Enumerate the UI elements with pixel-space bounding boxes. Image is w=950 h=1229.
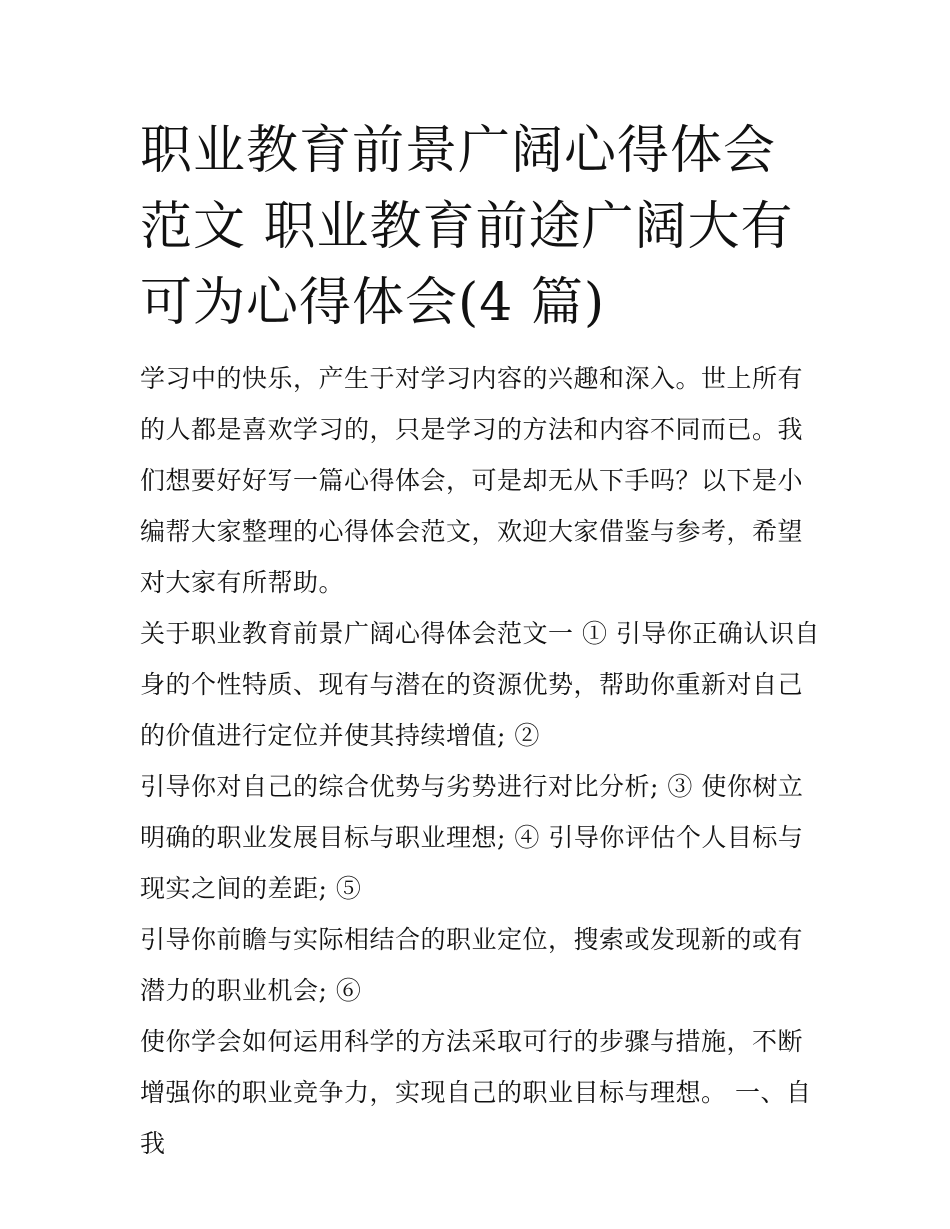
document-body	[140, 353, 820, 1169]
paragraph-intro: 学习中的快乐，产生于对学习内容的兴趣和深入。世上所有的人都是喜欢学习的，只是学习的方法和内容不同而已。我们想要好好写一篇心得体会，可是却无从下手吗？以下是小编帮大家整理的心得体会范文，欢迎大家借鉴与参考，希望对大家有所帮助。	[140, 364, 804, 597]
paragraph-point-six: 使你学会如何运用科学的方法采取可行的步骤与措施，不断增强你的职业竞争力，实现自己的职业目标与理想。 一、自我	[140, 1027, 812, 1158]
paragraph-point-three-four: 引导你对自己的综合优势与劣势进行对比分析; ③ 使你树立明确的职业发展目标与职业理想; ④ 引导你评估个人目标与现实之间的差距; ⑤	[140, 772, 804, 903]
paragraph-essay-one: 关于职业教育前景广阔心得体会范文一 ① 引导你正确认识自身的个性特质、现有与潜在的资源优势，帮助你重新对自己的价值进行定位并使其持续增值; ②	[140, 619, 820, 750]
paragraph-point-five: 引导你前瞻与实际相结合的职业定位，搜索或发现新的或有潜力的职业机会; ⑥	[140, 925, 804, 1005]
document-title: 职业教育前景广阔心得体会范文 职业教育前途广阔大有可为心得体会(4 篇)	[140, 121, 794, 333]
